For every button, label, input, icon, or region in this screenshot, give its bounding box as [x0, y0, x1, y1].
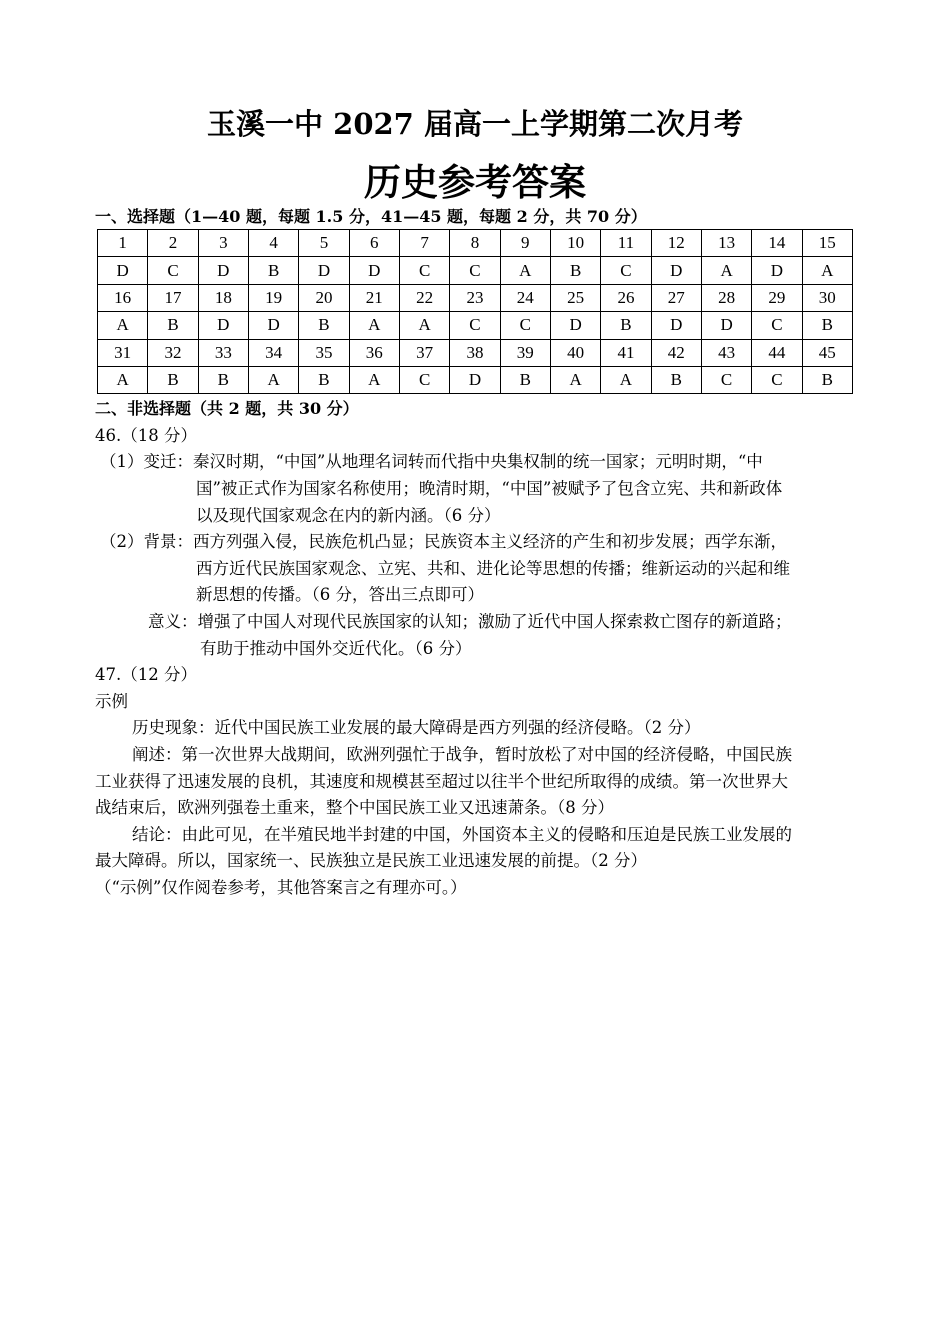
answer-cell: A: [802, 257, 852, 284]
question-number-cell: 42: [651, 339, 701, 366]
answer-cell: A: [550, 366, 600, 393]
answer-cell: C: [450, 257, 500, 284]
q47-line6: 最大障碍。所以，国家统一、民族独立是民族工业迅速发展的前提。（2 分）: [95, 851, 647, 870]
question-number-cell: 18: [198, 284, 248, 311]
answer-cell: D: [550, 312, 600, 339]
question-number-cell: 9: [500, 230, 550, 257]
section2-heading: 二、非选择题（共 2 题，共 30 分）: [95, 399, 359, 418]
q46-part2-line3: 新思想的传播。（6 分，答出三点即可）: [196, 585, 484, 604]
q46-part3-line1: 意义：增强了中国人对现代民族国家的认知；激励了近代中国人探索救亡图存的新道路；: [148, 612, 792, 631]
answer-cell: C: [701, 366, 751, 393]
answer-cell: D: [198, 312, 248, 339]
question-number-cell: 14: [752, 230, 802, 257]
answer-cell: B: [148, 312, 198, 339]
q47-line4: 战结束后，欧洲列强卷土重来，整个中国民族工业又迅速萧条。（8 分）: [95, 798, 614, 817]
q46-part1-line2: 国”被正式作为国家名称使用；晚清时期，“中国”被赋予了包含立宪、共和新政体: [196, 479, 783, 498]
answer-cell: B: [248, 257, 298, 284]
answer-row: [98, 366, 853, 393]
question-number-cell: 20: [299, 284, 349, 311]
answer-cell: A: [98, 312, 148, 339]
question-number-cell: 45: [802, 339, 852, 366]
q46-part1-line3: 以及现代国家观念在内的新内涵。（6 分）: [196, 506, 501, 525]
question-number-cell: 19: [248, 284, 298, 311]
q46-part3-line2: 有助于推动中国外交近代化。（6 分）: [200, 639, 472, 658]
answer-cell: B: [148, 366, 198, 393]
question-number-cell: 15: [802, 230, 852, 257]
answer-cell: D: [651, 257, 701, 284]
page-subtitle: 历史参考答案: [364, 160, 586, 204]
answer-cell: A: [601, 366, 651, 393]
question-number-row: [98, 230, 853, 257]
answer-cell: B: [651, 366, 701, 393]
answer-cell: A: [701, 257, 751, 284]
question-number-cell: 30: [802, 284, 852, 311]
question-number-cell: 11: [601, 230, 651, 257]
q47-line3: 工业获得了迅速发展的良机，其速度和规模甚至超过以往半个世纪所取得的成绩。第一次世界大: [95, 772, 788, 791]
question-number-cell: 37: [399, 339, 449, 366]
question-number-cell: 28: [701, 284, 751, 311]
answer-cell: D: [701, 312, 751, 339]
q46-label: 46.（18 分）: [95, 426, 197, 445]
answer-cell: D: [198, 257, 248, 284]
question-number-cell: 12: [651, 230, 701, 257]
question-number-cell: 23: [450, 284, 500, 311]
question-number-cell: 22: [399, 284, 449, 311]
question-number-cell: 35: [299, 339, 349, 366]
question-number-cell: 6: [349, 230, 399, 257]
answer-cell: D: [752, 257, 802, 284]
question-number-cell: 21: [349, 284, 399, 311]
answer-cell: A: [98, 366, 148, 393]
answer-cell: C: [752, 366, 802, 393]
q47-label: 47.（12 分）: [95, 665, 197, 684]
answer-cell: C: [601, 257, 651, 284]
answer-cell: A: [349, 366, 399, 393]
section1-heading: 一、选择题（1—40 题，每题 1.5 分，41—45 题，每题 2 分，共 70 分）: [95, 207, 647, 226]
question-number-cell: 2: [148, 230, 198, 257]
q46-part2-line1: （2）背景：西方列强入侵，民族危机凸显；民族资本主义经济的产生和初步发展；西学东渐，: [100, 532, 787, 551]
question-number-cell: 29: [752, 284, 802, 311]
question-number-cell: 40: [550, 339, 600, 366]
question-number-cell: 33: [198, 339, 248, 366]
answer-cell: C: [399, 257, 449, 284]
question-number-cell: 7: [399, 230, 449, 257]
answer-cell: C: [450, 312, 500, 339]
question-number-cell: 34: [248, 339, 298, 366]
answer-row: [98, 257, 853, 284]
question-number-row: [98, 284, 853, 311]
answer-cell: B: [299, 312, 349, 339]
page-title: 玉溪一中 2027 届高一上学期第二次月考: [207, 107, 743, 141]
q47-note: （“示例”仅作阅卷参考，其他答案言之有理亦可。）: [95, 878, 467, 897]
q46-part1-line1: （1）变迁：秦汉时期，“中国”从地理名词转而代指中央集权制的统一国家；元明时期，“中: [100, 452, 763, 471]
answer-cell: B: [802, 366, 852, 393]
answer-cell: B: [198, 366, 248, 393]
question-number-cell: 16: [98, 284, 148, 311]
question-number-cell: 38: [450, 339, 500, 366]
answer-cell: D: [98, 257, 148, 284]
question-number-cell: 43: [701, 339, 751, 366]
question-number-cell: 17: [148, 284, 198, 311]
answer-cell: C: [399, 366, 449, 393]
answer-cell: B: [802, 312, 852, 339]
answer-cell: C: [500, 312, 550, 339]
answer-cell: B: [299, 366, 349, 393]
question-number-row: [98, 339, 853, 366]
answer-cell: D: [248, 312, 298, 339]
question-number-cell: 39: [500, 339, 550, 366]
question-number-cell: 13: [701, 230, 751, 257]
question-number-cell: 31: [98, 339, 148, 366]
answer-cell: D: [299, 257, 349, 284]
q46-part2-line2: 西方近代民族国家观念、立宪、共和、进化论等思想的传播；维新运动的兴起和维: [196, 559, 790, 578]
question-number-cell: 36: [349, 339, 399, 366]
question-number-cell: 32: [148, 339, 198, 366]
answer-table: [97, 229, 853, 394]
question-number-cell: 44: [752, 339, 802, 366]
question-number-cell: 26: [601, 284, 651, 311]
q47-line1: 历史现象：近代中国民族工业发展的最大障碍是西方列强的经济侵略。（2 分）: [132, 718, 701, 737]
q47-line5: 结论：由此可见，在半殖民地半封建的中国，外国资本主义的侵略和压迫是民族工业发展的: [132, 825, 792, 844]
answer-cell: A: [500, 257, 550, 284]
question-number-cell: 27: [651, 284, 701, 311]
question-number-cell: 5: [299, 230, 349, 257]
question-number-cell: 41: [601, 339, 651, 366]
question-number-cell: 10: [550, 230, 600, 257]
question-number-cell: 3: [198, 230, 248, 257]
answer-cell: A: [349, 312, 399, 339]
question-number-cell: 1: [98, 230, 148, 257]
q47-line2: 阐述：第一次世界大战期间，欧洲列强忙于战争，暂时放松了对中国的经济侵略，中国民族: [132, 745, 792, 764]
question-number-cell: 24: [500, 284, 550, 311]
answer-cell: D: [349, 257, 399, 284]
answer-table-body: [98, 230, 853, 394]
q47-example-label: 示例: [95, 692, 128, 711]
answer-cell: A: [399, 312, 449, 339]
question-number-cell: 4: [248, 230, 298, 257]
answer-cell: C: [148, 257, 198, 284]
answer-cell: A: [248, 366, 298, 393]
answer-cell: B: [500, 366, 550, 393]
answer-cell: B: [550, 257, 600, 284]
answer-cell: D: [651, 312, 701, 339]
answer-cell: D: [450, 366, 500, 393]
question-number-cell: 8: [450, 230, 500, 257]
answer-cell: B: [601, 312, 651, 339]
question-number-cell: 25: [550, 284, 600, 311]
answer-cell: C: [752, 312, 802, 339]
answer-row: [98, 312, 853, 339]
